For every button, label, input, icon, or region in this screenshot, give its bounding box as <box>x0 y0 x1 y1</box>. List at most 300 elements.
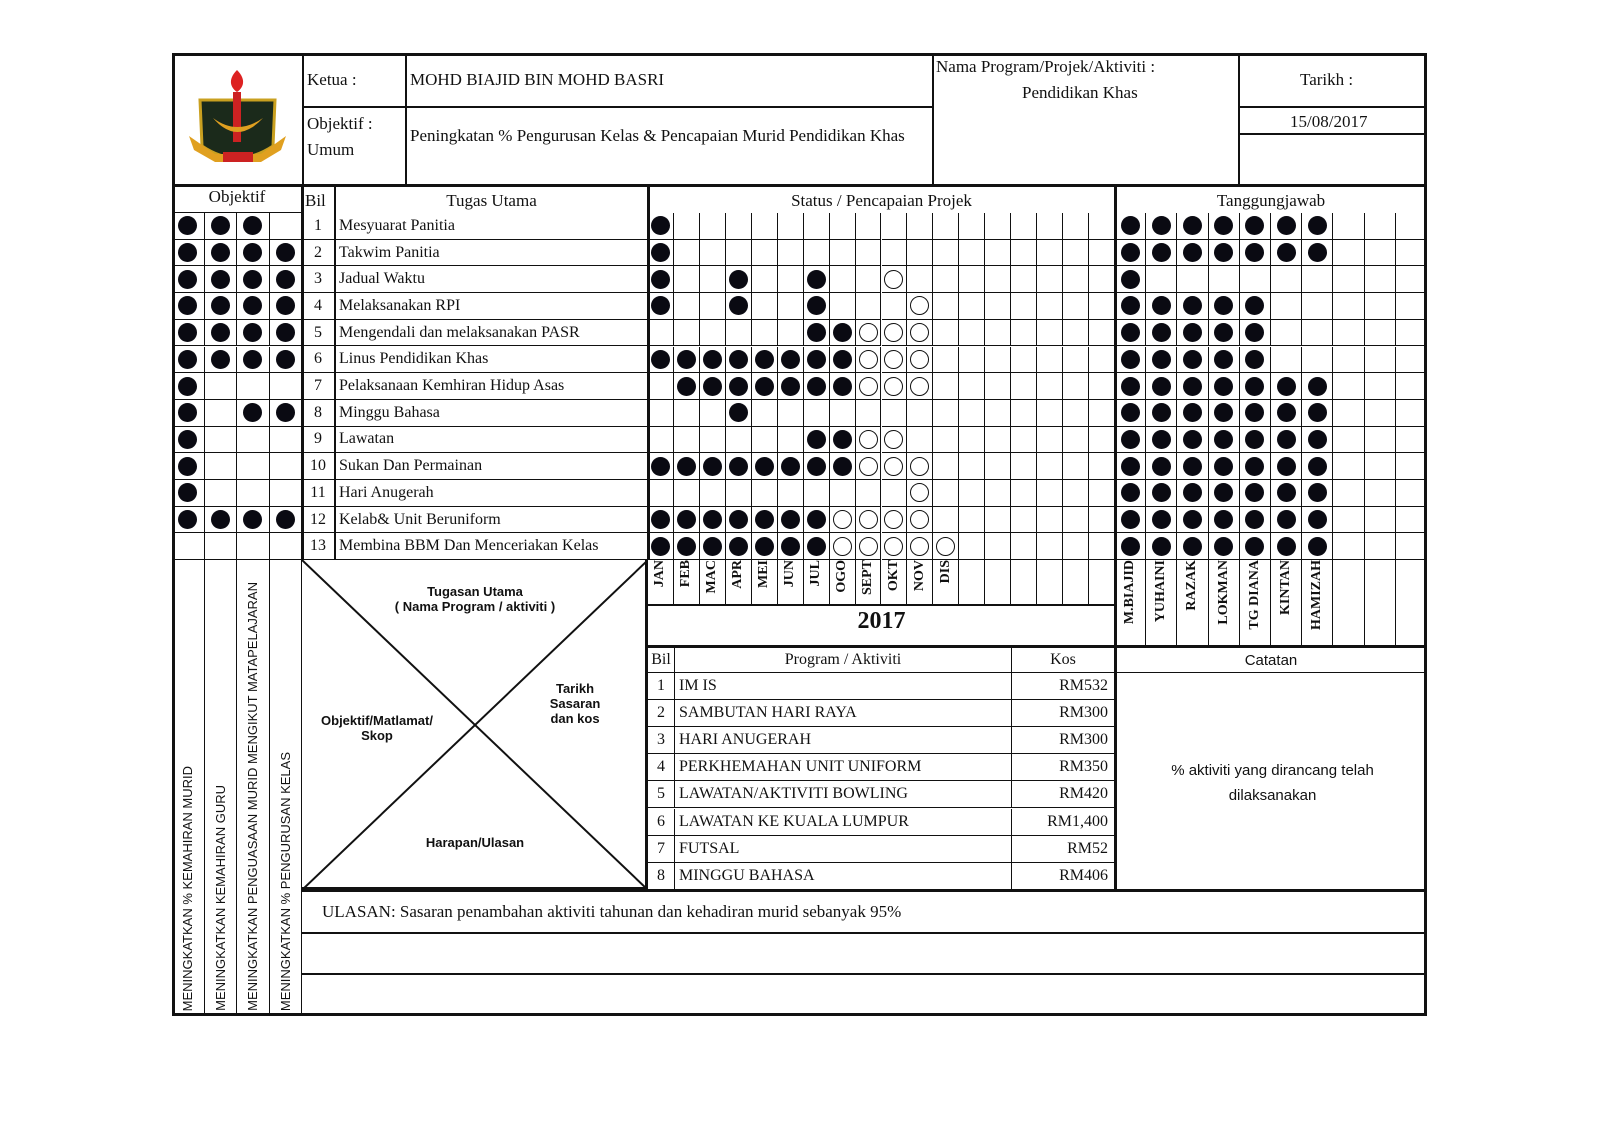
school-logo <box>185 66 290 174</box>
responsibility-dot <box>1308 216 1327 235</box>
status-cell <box>907 293 933 320</box>
status-cell <box>1089 533 1115 560</box>
completed-dot <box>807 323 826 342</box>
status-cell <box>648 347 674 374</box>
responsibility-cell <box>1240 320 1271 347</box>
status-cell <box>1011 480 1037 507</box>
status-cell <box>1089 213 1115 240</box>
responsibility-cell <box>1240 427 1271 454</box>
status-cell <box>700 266 726 293</box>
responsibility-cell <box>1209 213 1240 240</box>
responsibility-cell <box>1271 373 1302 400</box>
objective-cell <box>237 347 270 374</box>
objective-cell <box>172 453 205 480</box>
responsibility-dot <box>1121 296 1140 315</box>
completed-dot <box>755 537 774 556</box>
responsibility-cell <box>1177 240 1208 267</box>
objective-cell <box>205 533 238 560</box>
responsibility-cell <box>1240 293 1271 320</box>
status-cell <box>985 373 1011 400</box>
objective-cell <box>270 453 303 480</box>
status-cell <box>726 320 752 347</box>
ketua-value: MOHD BIAJID BIN MOHD BASRI <box>410 70 665 89</box>
responsibility-dot <box>1308 510 1327 529</box>
status-cell <box>959 293 985 320</box>
status-cell <box>726 507 752 534</box>
status-cell <box>882 293 908 320</box>
responsibility-cell <box>1177 266 1208 293</box>
month-header <box>648 560 674 605</box>
status-cell <box>804 507 830 534</box>
responsibility-cell <box>1240 507 1271 534</box>
status-cell <box>804 320 830 347</box>
status-cell <box>933 240 959 267</box>
responsibility-cell <box>1240 213 1271 240</box>
responsibility-cell <box>1177 320 1208 347</box>
completed-dot <box>807 510 826 529</box>
responsibility-cell <box>1240 400 1271 427</box>
status-cell <box>726 533 752 560</box>
responsibility-dot <box>1121 350 1140 369</box>
status-cell <box>907 427 933 454</box>
program-name: IM IS <box>675 673 1012 700</box>
bil-header: Bil <box>305 191 326 210</box>
responsibility-cell <box>1240 480 1271 507</box>
person-header <box>1240 560 1271 646</box>
responsibility-dot <box>1245 350 1264 369</box>
responsibility-cell <box>1333 507 1364 534</box>
month-header <box>1011 560 1037 605</box>
responsibility-cell <box>1365 213 1396 240</box>
responsibility-cell <box>1333 400 1364 427</box>
status-cell <box>700 507 726 534</box>
objective-cell <box>237 266 270 293</box>
status-cell <box>1063 427 1089 454</box>
program-name: SAMBUTAN HARI RAYA <box>675 700 1012 727</box>
status-cell <box>674 240 700 267</box>
responsibility-dot <box>1245 537 1264 556</box>
objective-dot <box>211 510 230 529</box>
responsibility-cell <box>1146 373 1177 400</box>
status-cell <box>959 266 985 293</box>
status-cell <box>959 400 985 427</box>
person-name: TG DIANA <box>1246 560 1262 630</box>
objective-dot <box>243 216 262 235</box>
responsibility-cell <box>1396 480 1427 507</box>
diagram-box <box>302 560 648 890</box>
responsibility-cell <box>1115 400 1146 427</box>
completed-dot <box>651 457 670 476</box>
person-header <box>1271 560 1302 646</box>
responsibility-cell <box>1302 400 1333 427</box>
status-cell <box>752 453 778 480</box>
status-cell <box>674 507 700 534</box>
status-cell <box>1037 400 1063 427</box>
status-cell <box>1037 266 1063 293</box>
responsibility-dot <box>1121 216 1140 235</box>
responsibility-cell <box>1365 427 1396 454</box>
status-cell <box>830 427 856 454</box>
month-label: FEB <box>678 560 694 588</box>
status-cell <box>933 320 959 347</box>
status-cell <box>804 213 830 240</box>
status-cell <box>752 533 778 560</box>
status-cell <box>752 293 778 320</box>
responsibility-dot <box>1121 430 1140 449</box>
status-cell <box>648 427 674 454</box>
status-cell <box>882 533 908 560</box>
responsibility-cell <box>1333 240 1364 267</box>
objective-cell <box>172 213 205 240</box>
status-cell <box>1011 266 1037 293</box>
responsibility-dot <box>1214 377 1233 396</box>
status-cell <box>830 373 856 400</box>
status-cell <box>1011 373 1037 400</box>
completed-dot <box>703 457 722 476</box>
status-cell <box>778 240 804 267</box>
status-cell <box>1011 427 1037 454</box>
responsibility-cell <box>1115 266 1146 293</box>
month-label: APR <box>730 560 746 589</box>
status-cell <box>700 240 726 267</box>
responsibility-dot <box>1214 296 1233 315</box>
responsibility-dot <box>1245 216 1264 235</box>
responsibility-cell <box>1271 213 1302 240</box>
month-header <box>1089 560 1115 605</box>
objective-cell <box>205 240 238 267</box>
responsibility-cell <box>1240 373 1271 400</box>
objective-cell <box>205 453 238 480</box>
responsibility-cell <box>1177 400 1208 427</box>
planned-dot <box>910 537 929 556</box>
responsibility-cell <box>1177 427 1208 454</box>
status-cell <box>907 320 933 347</box>
objective-dot <box>243 510 262 529</box>
completed-dot <box>729 270 748 289</box>
status-cell <box>1063 507 1089 534</box>
responsibility-cell <box>1365 347 1396 374</box>
objective-cell <box>172 400 205 427</box>
status-cell <box>830 507 856 534</box>
responsibility-dot <box>1183 350 1202 369</box>
status-cell <box>778 347 804 374</box>
responsibility-dot <box>1214 323 1233 342</box>
status-cell <box>1037 373 1063 400</box>
responsibility-cell <box>1302 507 1333 534</box>
objective-cell <box>237 400 270 427</box>
responsibility-cell <box>1115 293 1146 320</box>
responsibility-dot <box>1277 537 1296 556</box>
responsibility-cell <box>1177 347 1208 374</box>
month-header <box>830 560 856 605</box>
status-cell <box>882 507 908 534</box>
status-cell <box>778 266 804 293</box>
month-label: JUL <box>808 560 824 587</box>
responsibility-cell <box>1396 427 1427 454</box>
objective-dot <box>178 457 197 476</box>
objective-dot <box>211 296 230 315</box>
program-bil: 1 <box>648 673 675 700</box>
status-cell <box>907 347 933 374</box>
status-cell <box>700 480 726 507</box>
responsibility-cell <box>1271 453 1302 480</box>
status-cell <box>882 347 908 374</box>
status-cell <box>752 266 778 293</box>
month-header <box>882 560 908 605</box>
status-cell <box>700 293 726 320</box>
status-cell <box>752 480 778 507</box>
objective-cell <box>270 213 303 240</box>
planned-dot <box>910 457 929 476</box>
status-cell <box>700 320 726 347</box>
responsibility-dot <box>1121 483 1140 502</box>
responsibility-cell <box>1396 400 1427 427</box>
completed-dot <box>677 537 696 556</box>
responsibility-dot <box>1245 457 1264 476</box>
responsibility-cell <box>1177 507 1208 534</box>
status-cell <box>648 453 674 480</box>
responsibility-dot <box>1121 243 1140 262</box>
objective-cell <box>205 320 238 347</box>
program-bil: 2 <box>648 700 675 727</box>
task-name: Kelab& Unit Beruniform <box>335 507 648 534</box>
planned-dot <box>884 510 903 529</box>
task-bil: 8 <box>302 400 335 427</box>
task-bil: 4 <box>302 293 335 320</box>
status-cell <box>778 373 804 400</box>
objective-dot <box>243 350 262 369</box>
responsibility-dot <box>1245 430 1264 449</box>
responsibility-dot <box>1308 243 1327 262</box>
status-cell <box>700 373 726 400</box>
status-cell <box>959 533 985 560</box>
status-cell <box>1089 453 1115 480</box>
status-cell <box>933 480 959 507</box>
objective-dot <box>243 403 262 422</box>
responsibility-dot <box>1121 457 1140 476</box>
responsibility-dot <box>1214 537 1233 556</box>
person-name: HAMIZAH <box>1309 560 1325 630</box>
program-kos-header: Kos <box>1012 648 1115 673</box>
responsibility-cell <box>1333 266 1364 293</box>
completed-dot <box>833 457 852 476</box>
objective-dot <box>178 350 197 369</box>
objective-cell <box>270 240 303 267</box>
task-bil: 7 <box>302 373 335 400</box>
status-cell <box>1037 293 1063 320</box>
planned-dot <box>884 270 903 289</box>
objective-cell <box>172 293 205 320</box>
responsibility-cell <box>1365 266 1396 293</box>
person-header <box>1396 560 1427 646</box>
planned-dot <box>859 350 878 369</box>
status-cell <box>1063 480 1089 507</box>
month-header <box>856 560 882 605</box>
responsibility-cell <box>1271 240 1302 267</box>
objective-cell <box>270 320 303 347</box>
completed-dot <box>703 510 722 529</box>
year-label: 2017 <box>857 608 906 634</box>
responsibility-cell <box>1333 373 1364 400</box>
responsibility-cell <box>1115 507 1146 534</box>
completed-dot <box>651 537 670 556</box>
month-header <box>674 560 700 605</box>
objective-dot <box>178 510 197 529</box>
responsibility-cell <box>1302 240 1333 267</box>
responsibility-cell <box>1271 427 1302 454</box>
objective-dot <box>276 510 295 529</box>
responsibility-cell <box>1396 533 1427 560</box>
responsibility-cell <box>1271 400 1302 427</box>
planned-dot <box>910 296 929 315</box>
status-cell <box>985 533 1011 560</box>
responsibility-cell <box>1146 213 1177 240</box>
responsibility-dot <box>1183 243 1202 262</box>
completed-dot <box>729 510 748 529</box>
planned-dot <box>884 350 903 369</box>
status-cell <box>804 293 830 320</box>
task-bil: 1 <box>302 213 335 240</box>
completed-dot <box>651 270 670 289</box>
planned-dot <box>884 430 903 449</box>
responsibility-dot <box>1152 537 1171 556</box>
program-name: FUTSAL <box>675 836 1012 863</box>
header-divider <box>172 185 302 213</box>
program-bil: 4 <box>648 754 675 781</box>
status-cell <box>1011 293 1037 320</box>
status-cell <box>985 293 1011 320</box>
status-cell <box>856 400 882 427</box>
objective-cell <box>270 266 303 293</box>
status-cell <box>985 400 1011 427</box>
responsibility-cell <box>1365 320 1396 347</box>
status-cell <box>933 400 959 427</box>
objective-cell <box>172 480 205 507</box>
program-bil: 3 <box>648 727 675 754</box>
responsibility-dot <box>1308 377 1327 396</box>
responsibility-cell <box>1396 453 1427 480</box>
objective-label-text: MENINGKATKAN KEMAHIRAN GURU <box>212 785 228 1011</box>
status-cell <box>752 347 778 374</box>
status-cell <box>882 453 908 480</box>
responsibility-cell <box>1240 533 1271 560</box>
completed-dot <box>833 323 852 342</box>
responsibility-cell <box>1115 373 1146 400</box>
status-cell <box>804 453 830 480</box>
responsibility-cell <box>1146 320 1177 347</box>
completed-dot <box>781 350 800 369</box>
status-cell <box>1089 320 1115 347</box>
status-cell <box>830 240 856 267</box>
objective-cell <box>205 427 238 454</box>
status-cell <box>648 320 674 347</box>
task-name: Pelaksanaan Kemhiran Hidup Asas <box>335 373 648 400</box>
completed-dot <box>729 296 748 315</box>
status-cell <box>674 373 700 400</box>
completed-dot <box>755 377 774 396</box>
status-cell <box>1063 213 1089 240</box>
responsibility-dot <box>1183 430 1202 449</box>
status-cell <box>1063 347 1089 374</box>
planned-dot <box>859 510 878 529</box>
status-cell <box>907 533 933 560</box>
status-cell <box>1089 373 1115 400</box>
responsibility-cell <box>1333 320 1364 347</box>
objective-cell <box>270 373 303 400</box>
status-cell <box>726 427 752 454</box>
status-cell <box>1089 480 1115 507</box>
objective-cell <box>172 373 205 400</box>
status-cell <box>778 453 804 480</box>
status-cell <box>752 507 778 534</box>
objective-cell <box>172 533 205 560</box>
status-cell <box>778 400 804 427</box>
objective-dot <box>178 483 197 502</box>
objective-cell <box>237 293 270 320</box>
objective-dot <box>243 270 262 289</box>
status-cell <box>959 373 985 400</box>
objektif-umum-value: Peningkatan % Pengurusan Kelas & Pencapaian Murid Pendidikan Khas <box>410 126 905 145</box>
status-cell <box>907 400 933 427</box>
planned-dot <box>859 377 878 396</box>
task-name: Lawatan <box>335 427 648 454</box>
completed-dot <box>807 430 826 449</box>
month-label: DIS <box>937 560 953 584</box>
status-cell <box>959 320 985 347</box>
completed-dot <box>729 350 748 369</box>
task-name: Membina BBM Dan Menceriakan Kelas <box>335 533 648 560</box>
month-label: JAN <box>652 560 668 588</box>
objective-cell <box>270 507 303 534</box>
responsibility-dot <box>1214 483 1233 502</box>
objective-cell <box>237 240 270 267</box>
responsibility-dot <box>1152 350 1171 369</box>
objective-dot <box>276 350 295 369</box>
responsibility-dot <box>1152 243 1171 262</box>
status-cell <box>882 266 908 293</box>
program-name: PERKHEMAHAN UNIT UNIFORM <box>675 754 1012 781</box>
person-name: KINTAN <box>1278 560 1294 615</box>
completed-dot <box>833 377 852 396</box>
status-cell <box>907 213 933 240</box>
status-cell <box>804 240 830 267</box>
program-bil: 8 <box>648 863 675 890</box>
status-cell <box>856 373 882 400</box>
responsibility-dot <box>1183 377 1202 396</box>
objective-dot <box>276 243 295 262</box>
responsibility-dot <box>1245 377 1264 396</box>
status-cell <box>830 266 856 293</box>
status-cell <box>726 373 752 400</box>
status-cell <box>959 427 985 454</box>
program-kos: RM52 <box>1012 836 1115 863</box>
status-cell <box>778 320 804 347</box>
status-cell <box>933 373 959 400</box>
objective-dot <box>178 403 197 422</box>
objective-cell <box>172 427 205 454</box>
person-name: LOKMAN <box>1215 560 1231 625</box>
person-header <box>1115 560 1146 646</box>
objective-dot <box>178 216 197 235</box>
nama-program-value: Pendidikan Khas <box>1022 83 1138 102</box>
responsibility-cell <box>1115 320 1146 347</box>
responsibility-cell <box>1333 213 1364 240</box>
responsibility-cell <box>1333 453 1364 480</box>
status-cell <box>1037 480 1063 507</box>
responsibility-cell <box>1365 453 1396 480</box>
objective-dot <box>178 377 197 396</box>
status-cell <box>804 400 830 427</box>
